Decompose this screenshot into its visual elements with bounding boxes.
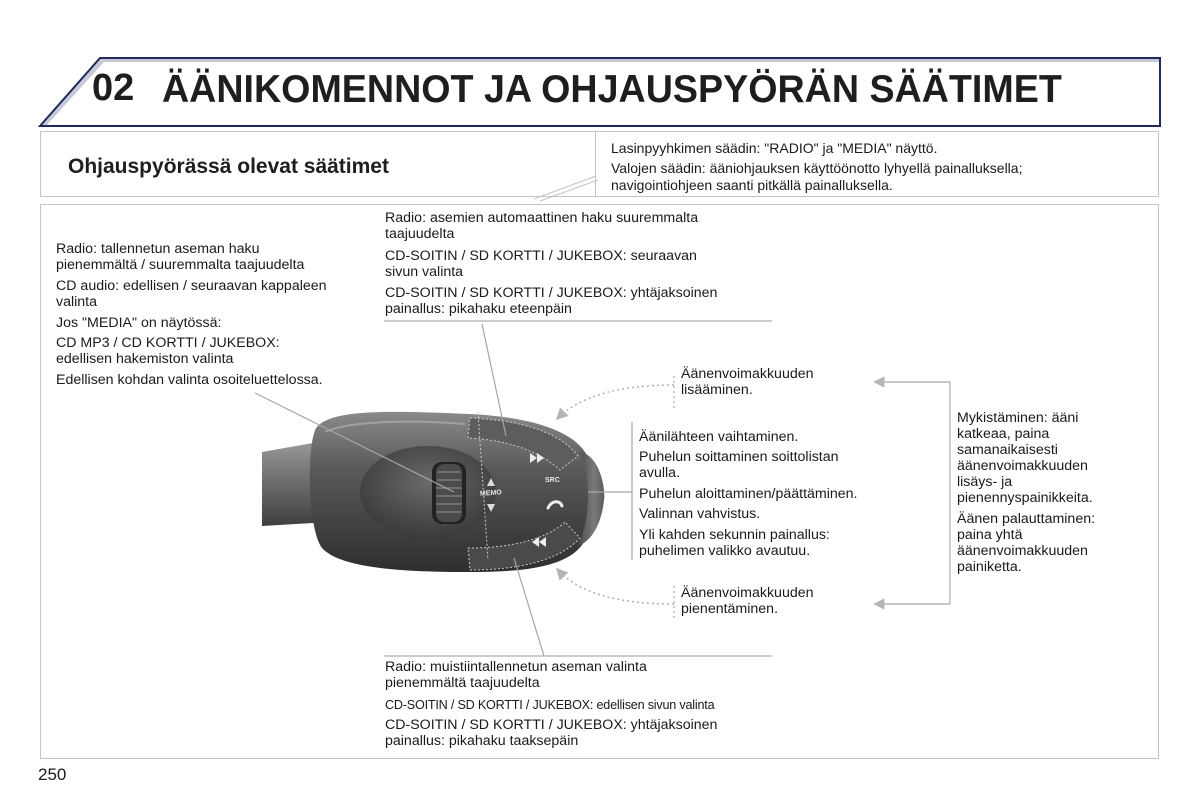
mute-callout-text: samanaikaisesti [957,442,1058,458]
chapter-number: 02 [92,67,135,109]
top-callout-text: taajuudelta [385,226,455,242]
src-callout-text: Valinnan vahvistus. [639,506,761,522]
mute-callout-text: paina yhtä [957,527,1023,543]
top-callout-text: CD-SOITIN / SD KORTTI / JUKEBOX: seuraavan [385,248,697,264]
top-note-line: Valojen säädin: ääniohjauksen käyttöönotto lyhyellä painalluksella; [611,160,1023,176]
mute-callout-text: lisäys- ja [957,474,1013,490]
chapter-title: ÄÄNIKOMENNOT JA OHJAUSPYÖRÄN SÄÄTIMET [162,68,1062,111]
top-callout-text: sivun valinta [385,264,464,280]
left-callout-text: CD MP3 / CD KORTTI / JUKEBOX: [56,335,280,351]
src-callout-text: puhelimen valikko avautuu. [639,543,811,559]
top-note-line: navigointiohjeen saanti pitkällä painalluksella. [611,177,893,193]
page-number: 250 [38,765,67,784]
section-heading: Ohjauspyörässä olevat säätimet [68,155,389,178]
src-callout-text: Puhelun soittaminen soittolistan [639,449,839,465]
src-callout-text: Yli kahden sekunnin painallus: [639,527,830,543]
top-callout-text: CD-SOITIN / SD KORTTI / JUKEBOX: yhtäjaksoinen [385,285,718,301]
thumb-pad [360,446,496,538]
src-callout-text: Äänilähteen vaihtaminen. [639,429,799,445]
mute-callout-text: pienennyspainikkeita. [957,490,1093,506]
bottom-callout-text: Radio: muistiintallennetun aseman valinta [385,659,647,675]
left-callout-text: Radio: tallennetun aseman haku [56,241,260,257]
top-callout-text: painallus: pikahaku eteenpäin [385,301,572,317]
mute-callout-text: katkeaa, paina [957,426,1050,442]
mute-callout-text: äänenvoimakkuuden [957,458,1088,474]
left-callout-text: pienemmältä / suuremmalta taajuudelta [56,257,305,273]
top-note-line: Lasinpyyhkimen säädin: "RADIO" ja "MEDIA" näyttö. [611,140,938,156]
src-callout-text: avulla. [639,465,681,481]
volume-up-text: lisääminen. [681,382,753,398]
left-callout-text: Jos "MEDIA" on näytössä: [56,315,222,331]
mute-callout-text: painiketta. [957,559,1022,575]
top-callout-text: Radio: asemien automaattinen haku suuremmalta [385,210,699,226]
volume-down-text: pienentäminen. [681,601,779,617]
left-callout-text: CD audio: edellisen / seuraavan kappaleen [56,278,327,294]
bottom-callout-text: CD-SOITIN / SD KORTTI / JUKEBOX: edellisen sivun valinta [385,698,715,712]
mute-callout-text: äänenvoimakkuuden [957,543,1088,559]
src-callout-text: Puhelun aloittaminen/päättäminen. [639,486,858,502]
bottom-callout-text: painallus: pikahaku taaksepäin [385,733,579,749]
left-callout-text: Edellisen kohdan valinta osoiteluettelossa. [56,372,323,388]
src-label: SRC [545,477,560,484]
mute-callout-text: Mykistäminen: ääni [957,410,1079,426]
volume-down-text: Äänenvoimakkuuden [681,585,814,601]
volume-up-text: Äänenvoimakkuuden [681,366,814,382]
mute-callout-text: Äänen palauttaminen: [957,511,1096,527]
bottom-callout-text: CD-SOITIN / SD KORTTI / JUKEBOX: yhtäjaksoinen [385,717,718,733]
left-callout-text: edellisen hakemiston valinta [56,351,234,367]
memo-label: MEMO [479,489,502,498]
left-callout-text: valinta [56,294,98,310]
bottom-callout-text: pienemmältä taajuudelta [385,675,540,691]
